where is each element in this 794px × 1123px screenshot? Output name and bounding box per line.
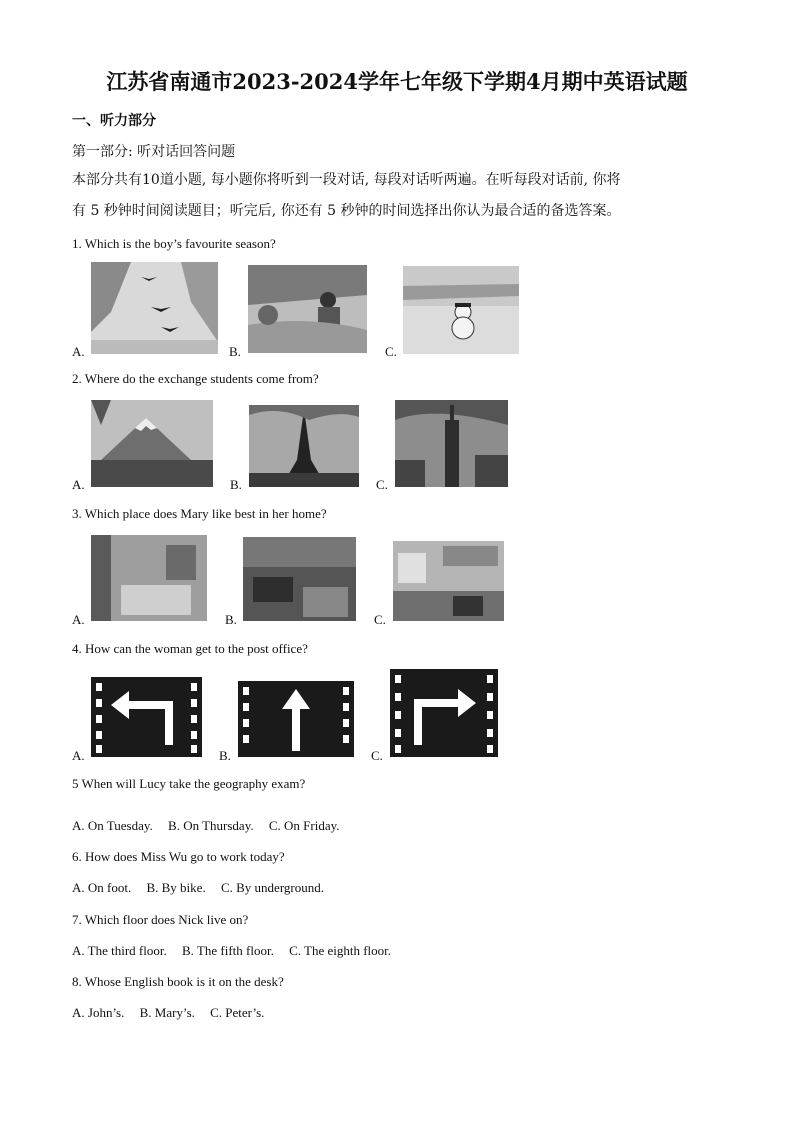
option-label: B. <box>219 748 231 763</box>
option-a: A. John’s. <box>72 1005 125 1020</box>
option-label: B. <box>230 477 242 492</box>
option-label: B. <box>229 344 241 359</box>
go-straight-sign <box>238 681 354 757</box>
question-8: 8. Whose English book is it on the desk? <box>72 974 284 989</box>
option-label: C. <box>374 612 386 627</box>
question-7: 7. Which floor does Nick live on? <box>72 912 249 927</box>
option-label: C. <box>371 748 383 763</box>
instructions-line: 有 5 秒钟时间阅读题目；听完后, 你还有 5 秒钟的时间选择出你认为最合适的备选答案。 <box>72 203 621 219</box>
option-c: C. The eighth floor. <box>289 943 392 958</box>
option-c: C. On Friday. <box>268 818 340 833</box>
section-heading: 一、听力部分 <box>72 113 156 129</box>
option-a: A. On Tuesday. <box>72 818 153 833</box>
turn-left-sign <box>91 677 202 757</box>
option-c: C. By underground. <box>220 880 324 895</box>
option-label: B. <box>225 612 237 627</box>
living-room-picture <box>243 537 356 621</box>
empire-state-building-picture <box>395 400 508 487</box>
option-a: A. The third floor. <box>72 943 167 958</box>
instructions-line: 本部分共有10道小题, 每小题你将听到一段对话, 每段对话听两遍。在听每段对话前, 你将 <box>72 172 621 188</box>
option-b: B. Mary’s. <box>139 1005 195 1020</box>
question-6: 6. How does Miss Wu go to work today? <box>72 849 285 864</box>
option-label: A. <box>72 477 85 492</box>
option-label: C. <box>376 477 388 492</box>
option-label: A. <box>72 344 85 359</box>
turn-right-sign <box>390 669 498 757</box>
question-5: 5 When will Lucy take the geography exam? <box>72 776 306 791</box>
instructions <box>72 165 722 227</box>
option-a: A. On foot. <box>72 880 132 895</box>
question-4: 4. How can the woman get to the post office? <box>72 641 308 656</box>
question-1: 1. Which is the boy’s favourite season? <box>72 236 276 251</box>
option-c: C. Peter’s. <box>210 1005 265 1020</box>
summer-beach-picture <box>248 265 367 353</box>
option-label: A. <box>72 612 85 627</box>
part-heading: 第一部分: 听对话回答问题 <box>72 144 236 160</box>
question-2: 2. Where do the exchange students come from? <box>72 371 319 386</box>
page-title: 江苏省南通市2023-2024学年七年级下学期4月期中英语试题 <box>106 69 688 94</box>
option-label: A. <box>72 748 85 763</box>
option-label: C. <box>385 344 397 359</box>
mount-fuji-picture <box>91 400 213 487</box>
option-b: B. By bike. <box>146 880 206 895</box>
kitchen-picture <box>393 541 504 621</box>
answer-options <box>72 1005 276 1021</box>
eiffel-tower-picture <box>249 405 359 487</box>
winter-snowman-picture <box>403 266 519 354</box>
option-b: B. The fifth floor. <box>181 943 274 958</box>
answer-options <box>72 880 336 896</box>
answer-options <box>72 818 352 834</box>
option-b: B. On Thursday. <box>168 818 254 833</box>
spring-swallows-picture <box>91 262 218 354</box>
bedroom-picture <box>91 535 207 621</box>
question-3: 3. Which place does Mary like best in her home? <box>72 506 327 521</box>
answer-options <box>72 943 403 959</box>
